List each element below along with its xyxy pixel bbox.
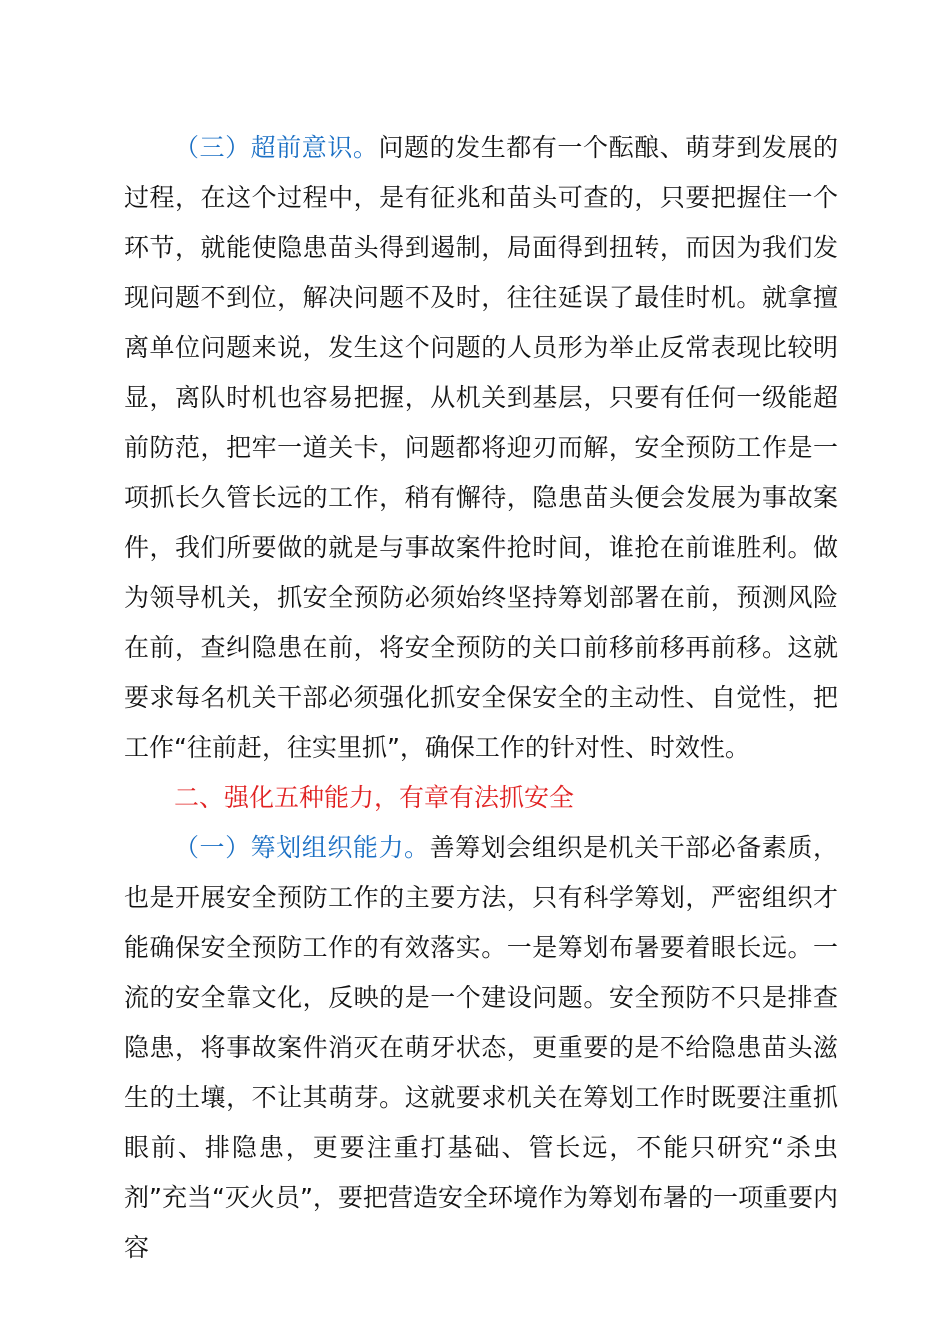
section-heading-3: （三）超前意识。 — [174, 133, 379, 162]
paragraph-part-2 — [124, 773, 838, 823]
paragraph-text-1: 善筹划会组织是机关干部必备素质，也是开展安全预防工作的主要方法，只有科学筹划，严密组织才能确保安全预防工作的有效落实。一是筹划布暑要着眼长远。一流的安全靠文化，反映的是一个建设问题。安全预防不只是排查隐患，将事故案件消灭在萌牙状态，更重要的是不给隐患苗头滋生的土壤，不让其萌芽。这就要求机关在筹划工作时既要注重抓眼前、排隐患，更要注重打基础、管长远，不能只研究“杀虫剂”充当“灭火员”，要把营造安全环境作为筹划布暑的一项重要内容 — [124, 833, 838, 1262]
part-heading-2: 二、强化五种能力，有章有法抓安全 — [174, 783, 575, 812]
section-heading-1: （一）筹划组织能力。 — [174, 833, 430, 862]
paragraph-section-3 — [124, 123, 838, 773]
paragraph-text-3: 问题的发生都有一个酝酿、萌芽到发展的过程，在这个过程中，是有征兆和苗头可查的，只要把握住一个环节，就能使隐患苗头得到遏制，局面得到扭转，而因为我们发现问题不到位，解决问题不及时，往往延误了最佳时机。就拿擅离单位问题来说，发生这个问题的人员形为举止反常表现比较明显，离队时机也容易把握，从机关到基层，只要有任何一级能超前防范，把牢一道关卡，问题都将迎刃而解，安全预防工作是一项抓长久管长远的工作，稍有懈待，隐患苗头便会发展为事故案件，我们所要做的就是与事故案件抢时间，谁抢在前谁胜利。做为领导机关，抓安全预防必须始终坚持筹划部署在前，预测风险在前，查纠隐患在前，将安全预防的关口前移前移再前移。这就要求每名机关干部必须强化抓安全保安全的主动性、自觉性，把工作“往前赶，往实里抓”，确保工作的针对性、时效性。 — [124, 133, 838, 762]
paragraph-section-1 — [124, 823, 838, 1273]
document-body — [124, 123, 838, 1273]
